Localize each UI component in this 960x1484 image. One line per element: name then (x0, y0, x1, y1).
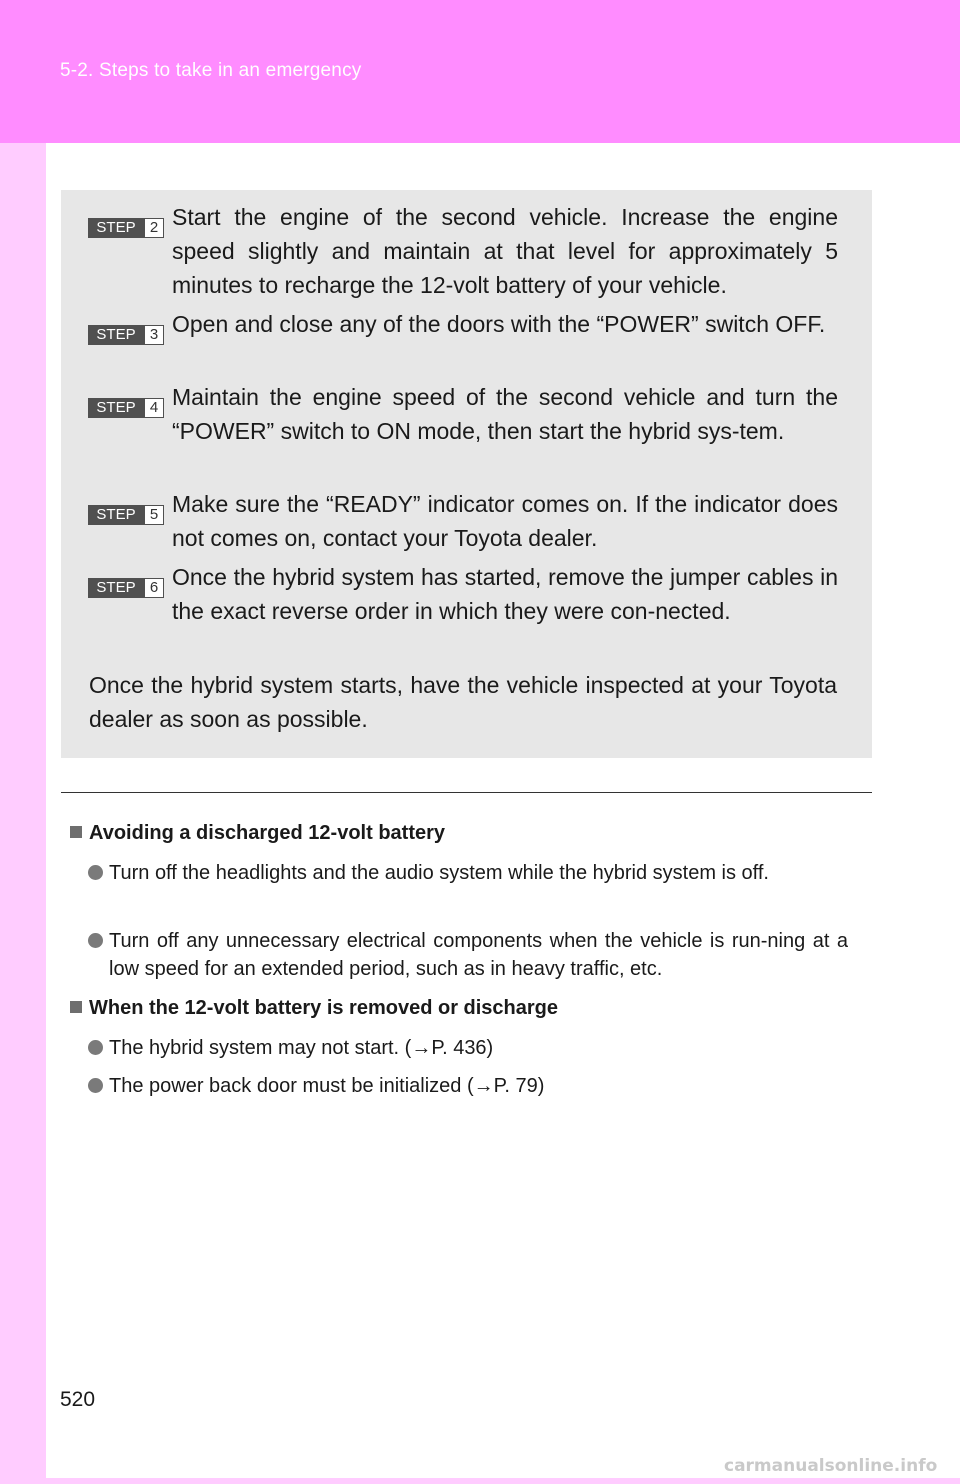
side-margin-band (0, 143, 46, 1484)
square-bullet-icon (70, 826, 82, 838)
list-item (88, 927, 848, 983)
step-badge-number: 2 (144, 218, 164, 238)
step-badge-label: STEP (96, 399, 136, 416)
step-badge-number: 5 (144, 505, 164, 525)
step-badge-number: 6 (144, 578, 164, 598)
list-item (88, 859, 848, 887)
bottom-margin-band (46, 1478, 960, 1484)
step-badge-label: STEP (96, 326, 136, 343)
circle-bullet-icon (88, 1078, 103, 1093)
step-badge (88, 505, 164, 525)
list-item-text: The power back door must be initialized (→P. 79) (109, 1075, 545, 1097)
page-number: 520 (60, 1388, 96, 1411)
circle-bullet-icon (88, 933, 103, 948)
step-4 (88, 380, 838, 448)
section-heading-text: When the 12-volt battery is removed or discharge (89, 997, 559, 1019)
step-6 (88, 560, 838, 628)
step-text: Make sure the “READY” indicator comes on. If the indicator does not comes on, contact your Toyota dealer. (172, 491, 838, 551)
section-heading (70, 997, 558, 1020)
step-text: Once the hybrid system has started, remove the jumper cables in the exact reverse order in which they were con-nected. (172, 564, 838, 624)
section-heading-text: Avoiding a discharged 12-volt battery (89, 822, 446, 844)
section-heading (70, 822, 445, 845)
step-badge (88, 398, 164, 418)
step-text: Open and close any of the doors with the “POWER” switch OFF. (172, 311, 826, 337)
list-item (88, 1034, 848, 1062)
step-badge-label: STEP (96, 579, 136, 596)
step-3 (88, 307, 838, 341)
square-bullet-icon (70, 1001, 82, 1013)
list-item-text: The hybrid system may not start. (→P. 436) (109, 1037, 494, 1059)
box-note: Once the hybrid system starts, have the vehicle inspected at your Toyota dealer as soon as possible. (89, 672, 837, 732)
step-badge-label: STEP (96, 219, 136, 236)
step-text: Start the engine of the second vehicle. Increase the engine speed slightly and maintain at that level for approximately 5 minutes to recharge the 12-volt battery of your vehicle. (172, 204, 838, 298)
header-bar (0, 0, 960, 143)
section-title: 5-2. Steps to take in an emergency (60, 60, 362, 81)
watermark: carmanualsonline.info (724, 1456, 938, 1476)
divider (61, 792, 872, 793)
step-badge (88, 325, 164, 345)
list-item-text: Turn off the headlights and the audio system while the hybrid system is off. (109, 862, 769, 884)
step-5 (88, 487, 838, 555)
circle-bullet-icon (88, 1040, 103, 1055)
step-2 (88, 200, 838, 302)
list-item-text: Turn off any unnecessary electrical components when the vehicle is run-ning at a low speed for an extended period, such as in heavy traffic, etc. (109, 930, 848, 980)
list-item (88, 1072, 848, 1100)
step-badge-number: 3 (144, 325, 164, 345)
step-badge-number: 4 (144, 398, 164, 418)
step-badge (88, 578, 164, 598)
step-text: Maintain the engine speed of the second vehicle and turn the “POWER” switch to ON mode, then start the hybrid sys-tem. (172, 384, 838, 444)
circle-bullet-icon (88, 865, 103, 880)
step-badge (88, 218, 164, 238)
step-badge-label: STEP (96, 506, 136, 523)
